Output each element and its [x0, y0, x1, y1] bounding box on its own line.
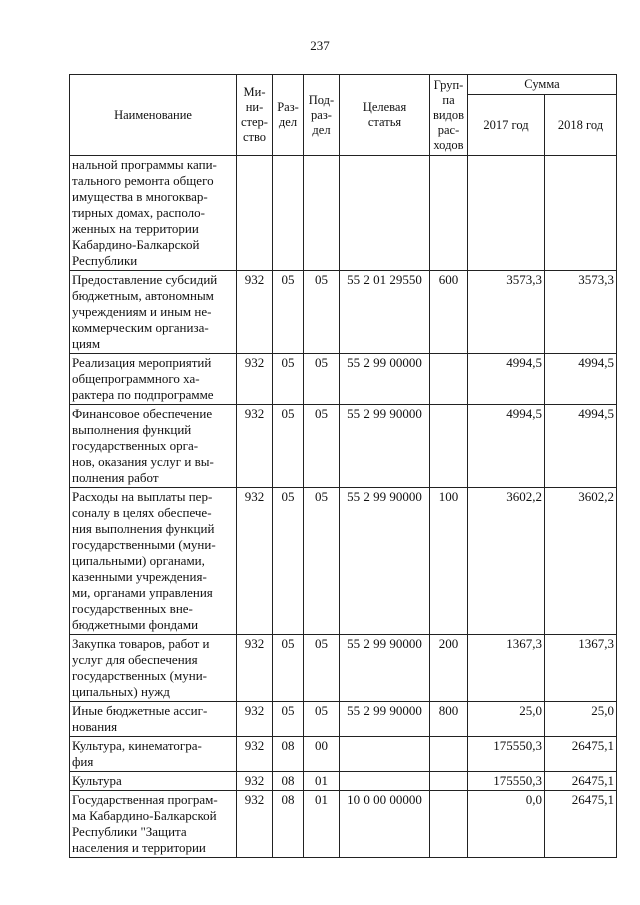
header-target: Целевая статья — [340, 75, 430, 156]
cell-subsection — [304, 156, 340, 271]
table-row — [70, 737, 617, 772]
cell-group — [430, 772, 468, 791]
cell-subsection: 05 — [304, 405, 340, 488]
header-ministry: Ми- ни- стер- ство — [237, 75, 273, 156]
cell-group: 800 — [430, 702, 468, 737]
cell-2018: 1367,3 — [545, 635, 617, 702]
cell-name: Иные бюджетные ассиг- нования — [70, 702, 237, 737]
cell-section: 05 — [273, 635, 304, 702]
table-row — [70, 156, 617, 271]
cell-name: нальной программы капи- тального ремонта общего имущества в многоквар- тирных домах, располо- женных на территории Кабардино-Балкарской Республики — [70, 156, 237, 271]
cell-target: 55 2 99 90000 — [340, 488, 430, 635]
cell-section: 05 — [273, 271, 304, 354]
cell-ministry: 932 — [237, 405, 273, 488]
cell-group — [430, 354, 468, 405]
cell-target: 55 2 99 90000 — [340, 405, 430, 488]
cell-name: Реализация мероприятий общепрограммного ха- рактера по подпрограмме — [70, 354, 237, 405]
table-row — [70, 702, 617, 737]
table-row — [70, 488, 617, 635]
cell-2018: 4994,5 — [545, 405, 617, 488]
cell-subsection: 00 — [304, 737, 340, 772]
cell-ministry: 932 — [237, 791, 273, 858]
cell-ministry: 932 — [237, 702, 273, 737]
cell-name: Расходы на выплаты пер- соналу в целях обеспече- ния выполнения функций государственными (муни- ципальными) органами, казенными учреждения- ми, органами управления государственных вне- бюджетными фондами — [70, 488, 237, 635]
table-row — [70, 271, 617, 354]
table-body — [70, 156, 617, 858]
cell-subsection: 05 — [304, 271, 340, 354]
cell-ministry: 932 — [237, 772, 273, 791]
table-row — [70, 354, 617, 405]
cell-section: 05 — [273, 488, 304, 635]
cell-group: 200 — [430, 635, 468, 702]
cell-name: Государственная програм- ма Кабардино-Балкарской Республики "Защита населения и территории — [70, 791, 237, 858]
cell-ministry: 932 — [237, 635, 273, 702]
cell-group — [430, 737, 468, 772]
cell-2017: 1367,3 — [468, 635, 545, 702]
page-number: 237 — [310, 38, 330, 53]
cell-subsection: 05 — [304, 702, 340, 737]
cell-section: 08 — [273, 737, 304, 772]
cell-group — [430, 156, 468, 271]
cell-ministry: 932 — [237, 354, 273, 405]
header-year-2017: 2017 год — [468, 95, 545, 156]
cell-section — [273, 156, 304, 271]
cell-2017 — [468, 156, 545, 271]
cell-2017: 4994,5 — [468, 354, 545, 405]
cell-2018: 3573,3 — [545, 271, 617, 354]
cell-subsection: 01 — [304, 772, 340, 791]
cell-target — [340, 737, 430, 772]
cell-2017: 3573,3 — [468, 271, 545, 354]
cell-2018: 3602,2 — [545, 488, 617, 635]
cell-target — [340, 772, 430, 791]
cell-name: Культура, кинематогра- фия — [70, 737, 237, 772]
cell-section: 08 — [273, 791, 304, 858]
cell-group: 600 — [430, 271, 468, 354]
table-row — [70, 772, 617, 791]
cell-ministry — [237, 156, 273, 271]
cell-2018: 4994,5 — [545, 354, 617, 405]
cell-group — [430, 405, 468, 488]
cell-2018 — [545, 156, 617, 271]
cell-section: 05 — [273, 354, 304, 405]
cell-subsection: 05 — [304, 488, 340, 635]
cell-ministry: 932 — [237, 488, 273, 635]
cell-name: Культура — [70, 772, 237, 791]
cell-2017: 175550,3 — [468, 737, 545, 772]
header-row — [70, 75, 617, 95]
cell-target — [340, 156, 430, 271]
cell-name: Финансовое обеспечение выполнения функций государственных орга- нов, оказания услуг и вы- полнения работ — [70, 405, 237, 488]
cell-target: 55 2 99 90000 — [340, 635, 430, 702]
cell-target: 55 2 01 29550 — [340, 271, 430, 354]
cell-subsection: 05 — [304, 354, 340, 405]
header-name: Наименование — [70, 75, 237, 156]
cell-target: 55 2 99 00000 — [340, 354, 430, 405]
cell-2018: 26475,1 — [545, 737, 617, 772]
table-row — [70, 791, 617, 858]
header-subsection: Под- раз- дел — [304, 75, 340, 156]
cell-2017: 4994,5 — [468, 405, 545, 488]
cell-name: Предоставление субсидий бюджетным, автономным учреждениям и иным не- коммерческим организа- циям — [70, 271, 237, 354]
cell-2018: 26475,1 — [545, 772, 617, 791]
cell-group: 100 — [430, 488, 468, 635]
cell-section: 08 — [273, 772, 304, 791]
cell-2017: 3602,2 — [468, 488, 545, 635]
cell-2017: 175550,3 — [468, 772, 545, 791]
cell-2017: 25,0 — [468, 702, 545, 737]
cell-group — [430, 791, 468, 858]
cell-ministry: 932 — [237, 271, 273, 354]
cell-2018: 25,0 — [545, 702, 617, 737]
cell-ministry: 932 — [237, 737, 273, 772]
table-row — [70, 405, 617, 488]
cell-name: Закупка товаров, работ и услуг для обеспечения государственных (муни- ципальных) нужд — [70, 635, 237, 702]
table-row — [70, 635, 617, 702]
cell-target: 55 2 99 90000 — [340, 702, 430, 737]
header-year-2018: 2018 год — [545, 95, 617, 156]
cell-section: 05 — [273, 405, 304, 488]
cell-section: 05 — [273, 702, 304, 737]
cell-subsection: 01 — [304, 791, 340, 858]
header-section: Раз- дел — [273, 75, 304, 156]
budget-table — [69, 74, 617, 858]
cell-2017: 0,0 — [468, 791, 545, 858]
header-sum: Сумма — [468, 75, 617, 95]
cell-2018: 26475,1 — [545, 791, 617, 858]
cell-target: 10 0 00 00000 — [340, 791, 430, 858]
header-group: Груп- па видов рас- ходов — [430, 75, 468, 156]
cell-subsection: 05 — [304, 635, 340, 702]
